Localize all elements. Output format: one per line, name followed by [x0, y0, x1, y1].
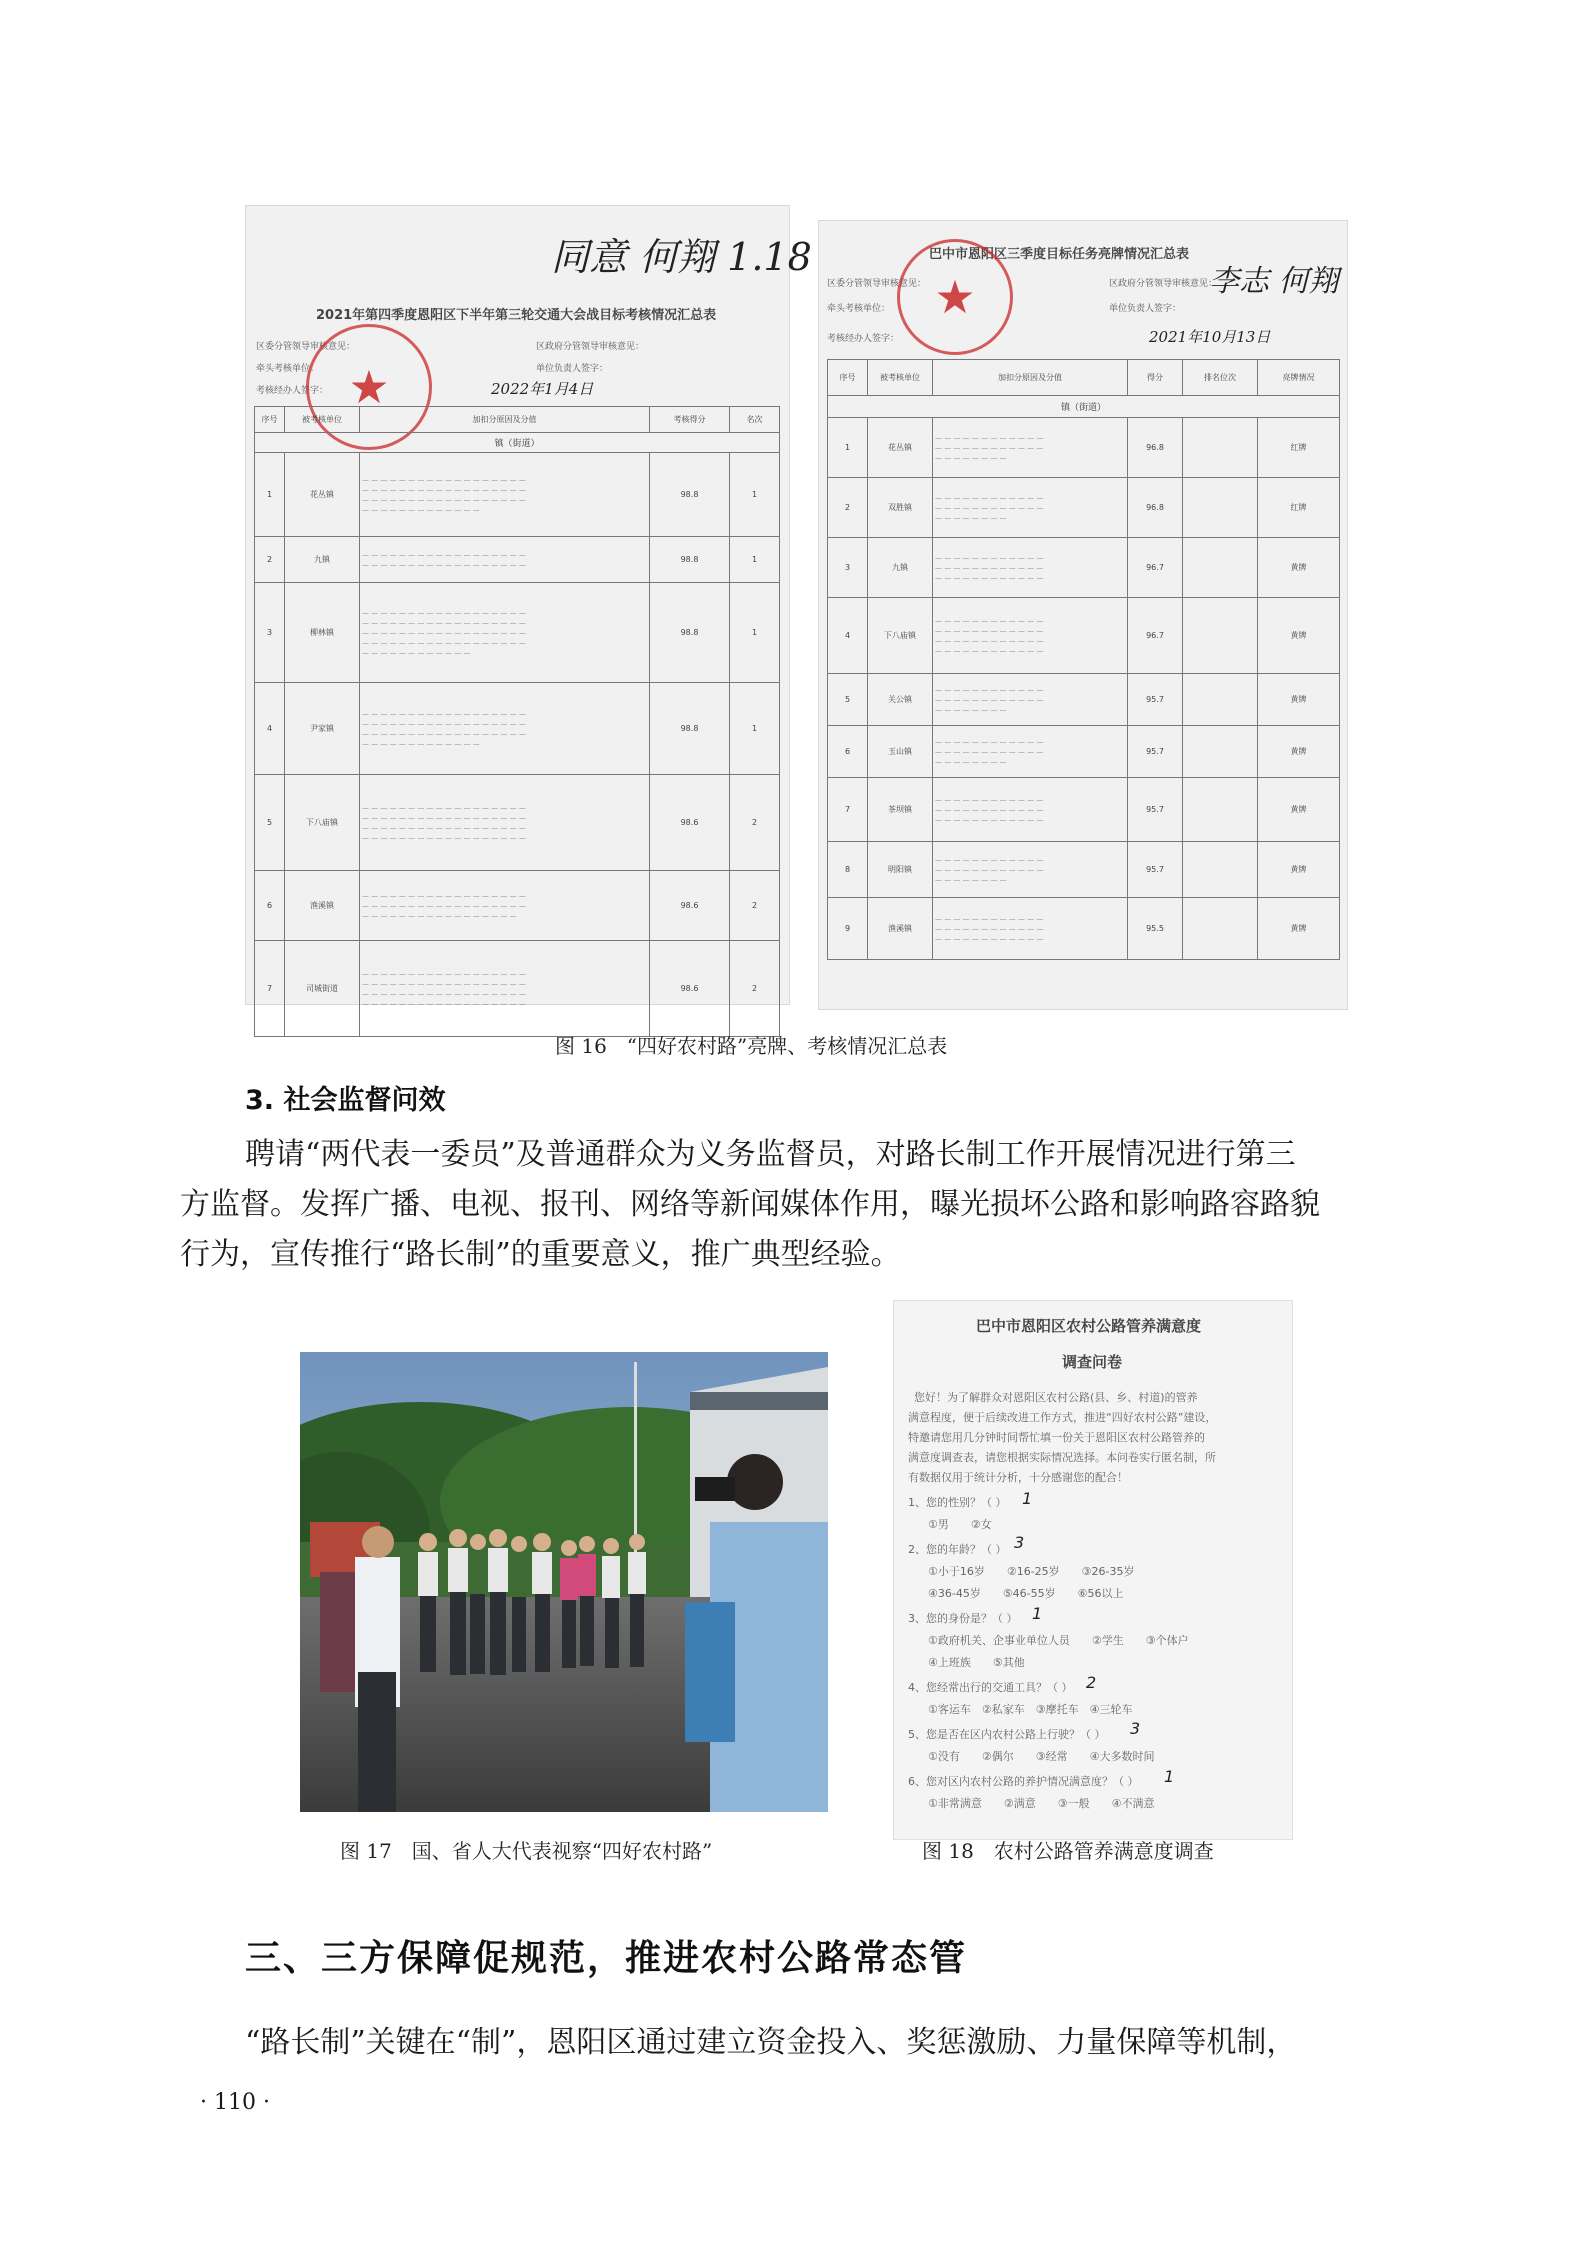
left-group-label: 镇（街道）: [255, 433, 780, 453]
table-row: 8 明阳镇 — — — — — — — — — — — — — — — — — — — — — — — — — — — — — — — — 95.7 黄牌: [828, 842, 1340, 898]
inspection-photo-illustration: [300, 1352, 828, 1812]
survey-question: 4、您经常出行的交通工具？（ ）: [908, 1681, 1073, 1694]
survey-answer: 2: [1086, 1673, 1097, 1692]
survey-answer: 1: [1032, 1604, 1043, 1623]
right-th-rank: 排名位次: [1183, 360, 1258, 396]
seal-star-icon: ★: [934, 270, 976, 324]
paragraph-line: “路长制”关键在“制”，恩阳区通过建立资金投入、奖惩激励、力量保障等机制，: [245, 2025, 1297, 2060]
survey-intro-line: 满意程度，便于后续改进工作方式，推进“四好农村公路”建设，: [908, 1411, 1217, 1424]
survey-answer: 1: [1164, 1767, 1175, 1786]
section-three-heading: 三、三方保障促规范，推进农村公路常态管: [245, 1938, 968, 1979]
left-table-date: 2022年1月4日: [491, 380, 594, 398]
survey-answer: 3: [1130, 1719, 1141, 1738]
survey-options: ①男 ②女: [928, 1518, 992, 1531]
left-score-table: [254, 406, 780, 1037]
section-three-paragraph: [245, 2018, 1425, 2068]
right-table-date: 2021年10月13日: [1149, 328, 1271, 346]
table-row: 2 九镇 — — — — — — — — — — — — — — — — — — — — — — — — — — — — — — — — — — — — 98.8 1: [255, 537, 780, 583]
table-row: 1 花丛镇 — — — — — — — — — — — — — — — — — — — — — — — — — — — — — — — — 96.8 红牌: [828, 418, 1340, 478]
survey-question: 3、您的身份是？（ ）: [908, 1612, 1018, 1625]
right-card-table: [827, 359, 1340, 960]
right-table-meta-2: 牵头考核单位：: [827, 304, 891, 314]
survey-intro-line: 特邀请您用几分钟时间帮忙填一份关于恩阳区农村公路管养的: [908, 1431, 1205, 1444]
right-table-meta-3: 考核经办人签字：: [827, 334, 900, 344]
right-th-no: 序号: [828, 360, 868, 396]
page-number: · 110 ·: [200, 2090, 270, 2115]
table-row: 7 茶坝镇 — — — — — — — — — — — — — — — — — — — — — — — — — — — — — — — — — — — — 95.7 黄牌: [828, 778, 1340, 842]
table-row: 3 九镇 — — — — — — — — — — — — — — — — — — — — — — — — — — — — — — — — — — — — 96.7 黄牌: [828, 538, 1340, 598]
right-card-table-scan: [818, 220, 1348, 1010]
table-row: 1 花丛镇 — — — — — — — — — — — — — — — — — — — — — — — — — — — — — — — — — — — — — — — — — — — — — — — — — — — — — — — — — — — — — — — — — — — 98.8 1: [255, 453, 780, 537]
right-table-meta-5: 单位负责人签字：: [1109, 304, 1182, 314]
official-seal-right: [897, 239, 1013, 355]
left-table-meta-3: 考核经办人签字：: [256, 386, 329, 396]
survey-options: ①没有 ②偶尔 ③经常 ④大多数时间: [928, 1750, 1155, 1763]
right-group-label: 镇（街道）: [828, 396, 1340, 418]
left-th-no: 序号: [255, 407, 285, 433]
right-table-title: 巴中市恩阳区三季度目标任务亮牌情况汇总表: [929, 247, 1190, 262]
paragraph-line: 聘请“两代表一委员”及普通群众为义务监督员，对路长制工作开展情况进行第三: [245, 1137, 1296, 1172]
table-row: 4 下八庙镇 — — — — — — — — — — — — — — — — — — — — — — — — — — — — — — — — — — — — — — — — — — — — — — — — 96.7 黄牌: [828, 598, 1340, 674]
left-table-title: 2021年第四季度恩阳区下半年第三轮交通大会战目标考核情况汇总表: [316, 308, 717, 323]
section-3-paragraph: [180, 1130, 1420, 1280]
survey-options: ①小于16岁 ②16-25岁 ③26-35岁: [928, 1565, 1135, 1578]
left-table-meta-5: 单位负责人签字：: [536, 364, 609, 374]
survey-subtitle: 调查问卷: [1062, 1353, 1123, 1371]
survey-title: 巴中市恩阳区农村公路管养满意度: [976, 1317, 1202, 1335]
inspection-photo: [300, 1352, 828, 1812]
survey-options: ①非常满意 ②满意 ③一般 ④不满意: [928, 1797, 1155, 1810]
table-row: 6 渔溪镇 — — — — — — — — — — — — — — — — — — — — — — — — — — — — — — — — — — — — — — — — — — — — — — — — — — — — — 98.6 2: [255, 871, 780, 941]
figure-18-caption: 图 18 农村公路管养满意度调查: [922, 1839, 1214, 1863]
left-table-meta-2: 牵头考核单位：: [256, 364, 320, 374]
left-th-score: 考核得分: [650, 407, 730, 433]
survey-options: ①客运车 ②私家车 ③摩托车 ④三轮车: [928, 1703, 1133, 1716]
survey-options: ④上班族 ⑤其他: [928, 1656, 1025, 1669]
left-assessment-table-scan: [245, 205, 812, 1008]
left-table-meta-4: 区政府分管领导审核意见：: [536, 342, 645, 352]
seal-star-icon: ★: [348, 360, 390, 414]
left-table-signature: 同意 何翔 1.18: [551, 235, 812, 279]
survey-question: 5、您是否在区内农村公路上行驶？（ ）: [908, 1728, 1106, 1741]
right-th-unit: 被考核单位: [868, 360, 933, 396]
left-th-unit: 被考核单位: [285, 407, 360, 433]
table-row: 9 渔溪镇 — — — — — — — — — — — — — — — — — — — — — — — — — — — — — — — — — — — — 95.5 黄牌: [828, 898, 1340, 960]
paragraph-line: 行为，宣传推行“路长制”的重要意义，推广典型经验。: [180, 1237, 901, 1272]
figure-17-caption: 图 17 国、省人大代表视察“四好农村路”: [340, 1839, 713, 1863]
table-row: 4 尹家镇 — — — — — — — — — — — — — — — — — — — — — — — — — — — — — — — — — — — — — — — — — — — — — — — — — — — — — — — — — — — — — — — — — — — 98.8 1: [255, 683, 780, 775]
right-table-meta-1: 区委分管领导审核意见：: [827, 279, 927, 289]
survey-question: 1、您的性别？（ ）: [908, 1496, 1007, 1509]
right-th-reason: 加扣分原因及分值: [933, 360, 1128, 396]
table-row: 5 关公镇 — — — — — — — — — — — — — — — — — — — — — — — — — — — — — — — — 95.7 黄牌: [828, 674, 1340, 726]
right-th-card: 亮牌情况: [1258, 360, 1340, 396]
table-row: 2 双胜镇 — — — — — — — — — — — — — — — — — — — — — — — — — — — — — — — — 96.8 红牌: [828, 478, 1340, 538]
survey-question: 6、您对区内农村公路的养护情况满意度？（ ）: [908, 1775, 1139, 1788]
table-row: 7 司城街道 — — — — — — — — — — — — — — — — — — — — — — — — — — — — — — — — — — — — — — — — — — — — — — — — — — — — — — — — — — — — — — — — — — — — — — — — 98.6 2: [255, 941, 780, 1037]
survey-intro-line: 有数据仅用于统计分析，十分感谢您的配合！: [908, 1471, 1128, 1484]
table-row: 3 柳林镇 — — — — — — — — — — — — — — — — — — — — — — — — — — — — — — — — — — — — — — — — — — — — — — — — — — — — — — — — — — — — — — — — — — — — — — — — — — — — — — — — — — — — 98.8 1: [255, 583, 780, 683]
right-th-score: 得分: [1128, 360, 1183, 396]
left-table-meta-1: 区委分管领导审核意见：: [256, 342, 356, 352]
satisfaction-survey-scan: [893, 1300, 1293, 1840]
left-th-reason: 加扣分原因及分值: [360, 407, 650, 433]
survey-answer: 3: [1014, 1533, 1025, 1552]
survey-options: ④36-45岁 ⑤46-55岁 ⑥56以上: [928, 1587, 1124, 1600]
table-row: 5 下八庙镇 — — — — — — — — — — — — — — — — — — — — — — — — — — — — — — — — — — — — — — — — — — — — — — — — — — — — — — — — — — — — — — — — — — — — — — — — 98.6 2: [255, 775, 780, 871]
survey-options: ①政府机关、企事业单位人员 ②学生 ③个体户: [928, 1634, 1189, 1647]
survey-answer: 1: [1022, 1489, 1033, 1508]
right-table-meta-4: 区政府分管领导审核意见：: [1109, 279, 1218, 289]
paragraph-line: 方监督。发挥广播、电视、报刊、网络等新闻媒体作用，曝光损坏公路和影响路容路貌: [180, 1187, 1320, 1222]
survey-intro-line: 满意度调查表，请您根据实际情况选择。本问卷实行匿名制，所: [908, 1451, 1216, 1464]
section-3-heading: 3. 社会监督问效: [245, 1085, 446, 1116]
survey-intro-line: 您好！为了解群众对恩阳区农村公路(县、乡、村道)的管养: [914, 1391, 1198, 1404]
left-th-rank: 名次: [730, 407, 780, 433]
figure-16-caption: 图 16 “四好农村路”亮牌、考核情况汇总表: [555, 1034, 948, 1058]
table-row: 6 玉山镇 — — — — — — — — — — — — — — — — — — — — — — — — — — — — — — — — 95.7 黄牌: [828, 726, 1340, 778]
survey-question: 2、您的年龄？（ ）: [908, 1543, 1007, 1556]
right-table-signature: 李志 何翔: [1209, 264, 1339, 299]
